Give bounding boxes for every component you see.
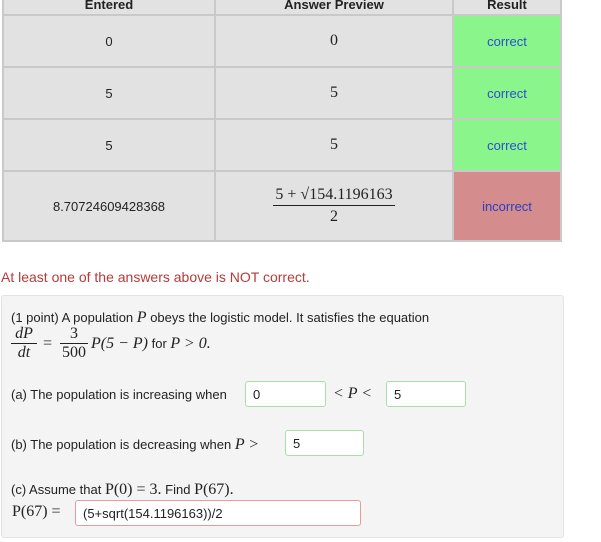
- entered-cell: 8.70724609428368: [3, 171, 215, 241]
- table-row: [3, 67, 561, 119]
- dp-dt-fraction: [11, 325, 37, 362]
- result-cell: correct: [453, 67, 561, 119]
- intro-suffix: obeys the logistic model. It satisfies the equation: [150, 310, 430, 325]
- part-b-condition: P >: [234, 436, 260, 453]
- preview-fraction: [273, 186, 394, 226]
- entered-cell: 0: [3, 15, 215, 67]
- part-a-inequality: < P <: [333, 385, 373, 402]
- preview-cell: 0: [215, 15, 453, 67]
- equation-rest: [91, 335, 211, 353]
- dt-denominator: dt: [17, 344, 31, 361]
- intro-prefix: (1 point) A population: [11, 310, 134, 325]
- part-c-input[interactable]: (5+sqrt(154.1196163))/2: [75, 500, 361, 526]
- preview-cell: 5: [215, 119, 453, 171]
- entered-cell: 5: [3, 119, 215, 171]
- result-cell: correct: [453, 15, 561, 67]
- part-a-label: (a) The population is increasing when: [11, 387, 227, 402]
- table-row: [3, 15, 561, 67]
- part-c-find: Find: [165, 482, 191, 497]
- part-b-label: [11, 436, 259, 454]
- var-p: P: [136, 309, 147, 326]
- five-hundred-denominator: 500: [62, 344, 86, 361]
- result-cell: correct: [453, 119, 561, 171]
- header-answer-preview: Answer Preview: [215, 0, 453, 15]
- part-c-p67: P(67).: [194, 481, 234, 498]
- equals-sign: =: [43, 335, 53, 352]
- part-c-label: [11, 481, 234, 499]
- preview-cell: [215, 171, 453, 241]
- header-entered: Entered: [3, 0, 215, 15]
- part-c-text: (c) Assume that: [11, 482, 102, 497]
- preview-denominator: 2: [330, 208, 338, 225]
- equation-for: for: [151, 336, 167, 351]
- problem-box: [1, 295, 564, 538]
- part-b-input[interactable]: 5: [285, 430, 364, 456]
- three-over-500-fraction: [60, 325, 88, 362]
- result-cell: incorrect: [453, 171, 561, 241]
- part-b-text: (b) The population is decreasing when: [11, 437, 232, 452]
- part-a-lower-input[interactable]: 0: [245, 381, 326, 407]
- table-row: [3, 171, 561, 241]
- preview-numerator: 5 + √154.1196163: [273, 186, 394, 206]
- incorrect-warning: At least one of the answers above is NOT correct.: [1, 269, 310, 285]
- equation-condition: P > 0.: [170, 335, 211, 352]
- equation-body: P(5 − P): [91, 335, 148, 352]
- table-header-row: [3, 0, 561, 15]
- results-table: [2, 0, 562, 242]
- three-numerator: 3: [60, 325, 88, 344]
- part-c-answer-label: P(67) =: [12, 503, 61, 520]
- part-a-upper-input[interactable]: 5: [386, 381, 466, 407]
- part-c-p0: P(0) = 3.: [104, 481, 162, 498]
- header-result: Result: [453, 0, 561, 15]
- entered-cell: 5: [3, 67, 215, 119]
- table-row: [3, 119, 561, 171]
- preview-cell: 5: [215, 67, 453, 119]
- dp-numerator: dP: [11, 325, 37, 344]
